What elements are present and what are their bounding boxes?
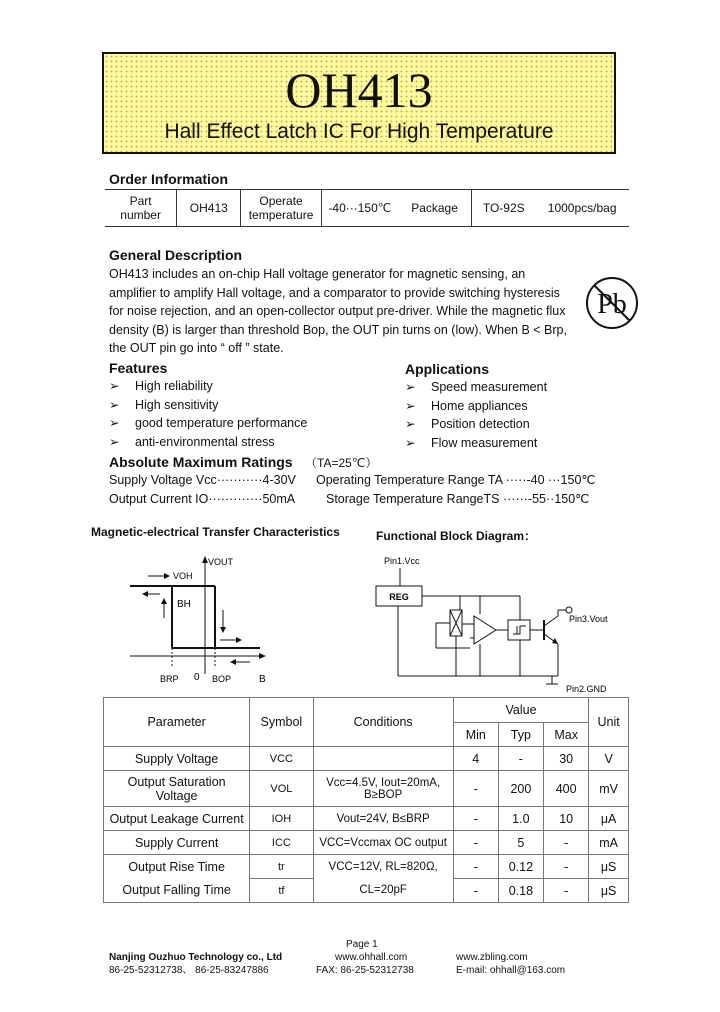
label-zero: 0 bbox=[194, 672, 200, 683]
list-item: ➢ High reliability bbox=[109, 377, 307, 396]
order-table bbox=[105, 189, 629, 227]
label-b: B bbox=[259, 674, 266, 685]
label-vout: VOUT bbox=[208, 557, 234, 567]
label-bop: BOP bbox=[212, 674, 232, 684]
ratings-heading-row bbox=[109, 454, 377, 472]
label-voh: VOH bbox=[173, 571, 193, 581]
arrow-icon: ➢ bbox=[109, 416, 120, 430]
list-item: ➢ Flow measurement bbox=[405, 434, 547, 453]
list-item: ➢ High sensitivity bbox=[109, 396, 307, 415]
table-row: Output Rise Time tr VCC=12V, RL=820Ω, - 0.12 - μS bbox=[104, 855, 629, 879]
transfer-diagram bbox=[120, 548, 280, 688]
transfer-heading: Magnetic-electrical Transfer Characteristics bbox=[91, 525, 340, 539]
general-heading: General Description bbox=[109, 247, 243, 263]
table-row: Supply Voltage VCC 4 - 30 V bbox=[104, 747, 629, 771]
company-name: Nanjing Ouzhuo Technology co., Ltd bbox=[109, 952, 283, 963]
applications-list bbox=[405, 378, 547, 452]
table-row: Output Leakage Current IOH Vout=24V, B≤BRP - 1.0 10 μA bbox=[104, 807, 629, 831]
phone-numbers: 86-25-52312738、 86-25-83247886 bbox=[109, 965, 269, 976]
email-address[interactable]: E-mail: ohhall@163.com bbox=[456, 965, 566, 976]
product-title: OH413 bbox=[285, 62, 433, 118]
arrow-icon: ➢ bbox=[405, 417, 416, 431]
website-2[interactable]: www.zbling.com bbox=[456, 952, 528, 963]
header-min: Min bbox=[453, 723, 498, 747]
label-brp: BRP bbox=[160, 674, 179, 684]
arrow-icon: ➢ bbox=[109, 379, 120, 393]
general-description bbox=[109, 265, 579, 358]
ratings-heading: Absolute Maximum Ratings bbox=[109, 454, 293, 470]
label-bh: BH bbox=[177, 599, 191, 610]
product-subtitle: Hall Effect Latch IC For High Temperature bbox=[164, 120, 554, 143]
description-line: the OUT pin go into “ off ” state. bbox=[109, 341, 284, 355]
label-pin3: Pin3.Vout bbox=[569, 614, 608, 624]
block-diagram bbox=[370, 548, 620, 696]
title-box bbox=[102, 52, 616, 154]
pb-free-logo bbox=[584, 275, 640, 331]
header-max: Max bbox=[544, 723, 589, 747]
list-item: ➢ anti-environmental stress bbox=[109, 433, 307, 452]
page-number: Page 1 bbox=[346, 939, 378, 950]
pb-logo-text: Pb bbox=[597, 289, 627, 320]
list-item: ➢ good temperature performance bbox=[109, 414, 307, 433]
order-cell: TO-92S bbox=[472, 190, 536, 227]
header-conditions: Conditions bbox=[313, 698, 453, 747]
applications-heading: Applications bbox=[405, 361, 490, 377]
header-parameter: Parameter bbox=[104, 698, 250, 747]
header-value: Value bbox=[453, 698, 588, 723]
header-unit: Unit bbox=[589, 698, 629, 747]
order-cell: -40···150℃ bbox=[321, 190, 398, 227]
rating-storage-temp: Storage Temperature RangeTS ······-55··150℃ bbox=[326, 492, 590, 506]
label-reg: REG bbox=[389, 592, 409, 602]
header-typ: Typ bbox=[498, 723, 543, 747]
spec-table bbox=[103, 697, 629, 903]
rating-output-current: Output Current IO·············50mA bbox=[109, 492, 296, 506]
header-symbol: Symbol bbox=[250, 698, 313, 747]
order-info-heading: Order Information bbox=[109, 171, 229, 187]
ratings-condition: （TA=25℃） bbox=[305, 456, 378, 470]
description-line: density (B) is larger than threshold Bop, the OUT pin turns on (low). When B < Brp, bbox=[109, 322, 567, 337]
description-line: for noise rejection, and an open-collector output pre-driver. While the magnetic flux bbox=[109, 304, 566, 318]
rating-supply-voltage: Supply Voltage Vcc···········4-30V bbox=[109, 473, 296, 487]
description-line: OH413 includes an on-chip Hall voltage generator for magnetic sensing, an bbox=[109, 267, 526, 281]
label-pin2: Pin2.GND bbox=[566, 684, 607, 694]
block-heading: Functional Block Diagram： bbox=[376, 529, 537, 543]
arrow-icon: ➢ bbox=[405, 398, 416, 413]
arrow-icon: ➢ bbox=[405, 380, 416, 394]
table-row: Output Saturation Voltage VOL Vcc=4.5V, Iout=20mA, B≥BOP - 200 400 mV bbox=[104, 771, 629, 807]
rating-operating-temp: Operating Temperature Range TA ·····-40 ···150℃ bbox=[316, 473, 596, 487]
list-item: ➢ Position detection bbox=[405, 415, 547, 434]
label-pin1: Pin1.Vcc bbox=[384, 556, 420, 566]
order-cell: 1000pcs/bag bbox=[547, 201, 617, 215]
fax-number: FAX: 86-25-52312738 bbox=[316, 965, 414, 976]
arrow-icon: ➢ bbox=[405, 435, 416, 450]
list-item: ➢ Home appliances bbox=[405, 397, 547, 416]
list-item: ➢ Speed measurement bbox=[405, 378, 547, 397]
table-row: Supply Current ICC VCC=Vccmax OC output - 5 - mA bbox=[104, 831, 629, 855]
features-heading: Features bbox=[109, 360, 168, 376]
description-line: amplifier to amplify Hall voltage, and a comparator to provide switching hysteresis bbox=[109, 285, 560, 300]
order-cell: Operate temperature bbox=[241, 190, 321, 227]
arrow-icon: ➢ bbox=[109, 397, 120, 412]
features-list bbox=[109, 377, 307, 451]
table-row: Output Falling Time tf CL=20pF - 0.18 - μS bbox=[104, 879, 629, 903]
order-cell: Package bbox=[411, 201, 458, 215]
order-cell: Part number bbox=[120, 194, 161, 222]
website-1[interactable]: www.ohhall.com bbox=[335, 952, 408, 963]
arrow-icon: ➢ bbox=[109, 434, 120, 449]
order-cell: OH413 bbox=[177, 190, 241, 227]
